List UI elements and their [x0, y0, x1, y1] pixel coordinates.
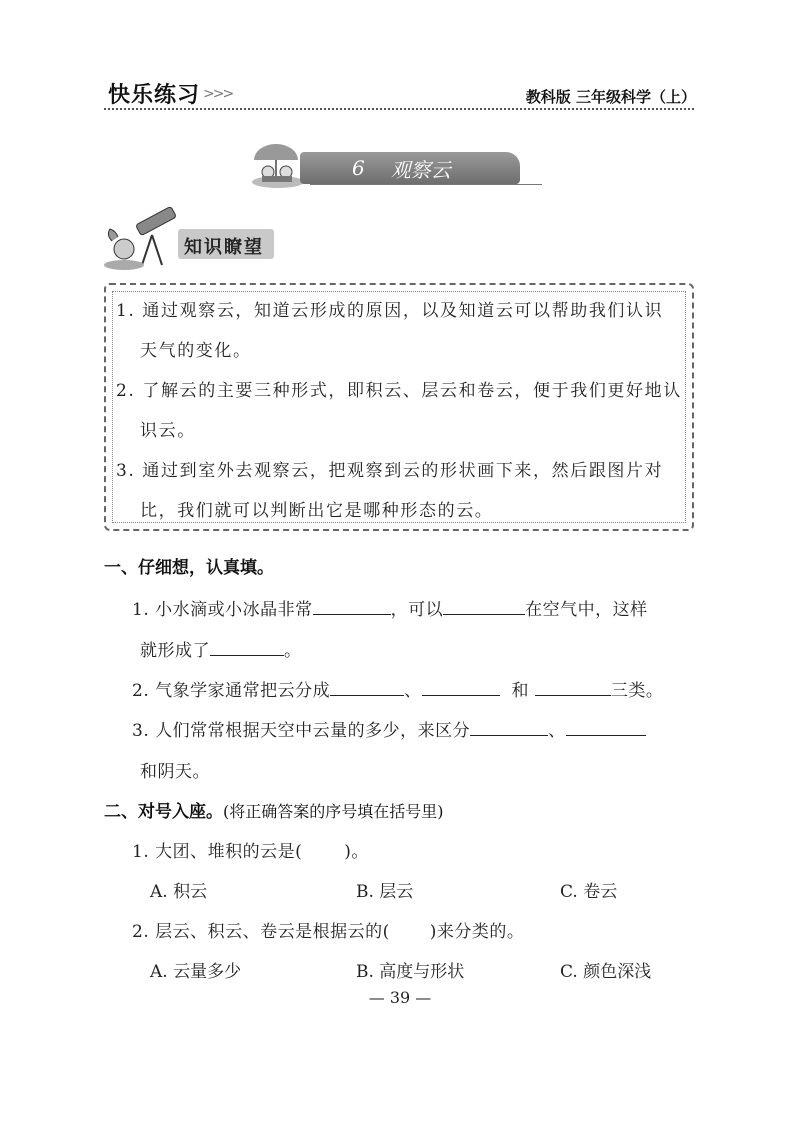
knowledge-title — [184, 233, 264, 259]
choice-1-option-a[interactable]: A. 积云 — [150, 882, 208, 902]
answer-blank[interactable] — [566, 717, 646, 736]
telescope-icon — [102, 205, 182, 271]
choice-2-option-c[interactable]: C. 颜色深浅 — [560, 962, 652, 982]
fill-question-1-cont: 就形成了 。 — [140, 636, 302, 661]
fill-question-1: 1. 小水滴或小冰晶非常 ，可以 在空气中，这样 — [132, 595, 648, 620]
lesson-banner — [300, 152, 520, 184]
choice-2-option-a[interactable]: A. 云量多少 — [150, 962, 242, 982]
lesson-title: 观察云 — [390, 157, 451, 182]
page-number: — 39 — — [368, 988, 432, 1007]
choice-1-option-c[interactable]: C. 卷云 — [560, 882, 618, 902]
answer-blank[interactable] — [443, 596, 525, 615]
answer-blank[interactable] — [330, 677, 404, 696]
choice-1-option-b[interactable]: B. 层云 — [356, 882, 414, 902]
knowledge-item-1-line2: 天气的变化。 — [140, 341, 252, 361]
fill-question-3-cont: 和阴天。 — [140, 762, 210, 782]
knowledge-item-3-line1: 3. 通过到室外去观察云，把观察到云的形状画下来，然后跟图片对 — [116, 461, 664, 481]
fill-question-3: 3. 人们常常根据天空中云量的多少，来区分 、 — [132, 716, 646, 741]
answer-blank[interactable] — [422, 677, 500, 696]
section1-title: 一、仔细想，认真填。 — [104, 558, 274, 578]
book-info: 教科版 三年级科学（上） — [525, 88, 696, 106]
fill-question-2: 2. 气象学家通常把云分成 、 和 三类。 — [132, 676, 663, 701]
answer-blank[interactable] — [470, 717, 548, 736]
knowledge-item-1-line1: 1. 通过观察云，知道云形成的原因，以及知道云可以帮助我们认识 — [116, 301, 664, 321]
lesson-number: 6 — [352, 156, 365, 180]
answer-blank[interactable] — [210, 637, 284, 656]
answer-blank[interactable] — [535, 677, 611, 696]
section2-title: 二、对号入座。(将正确答案的序号填在括号里) — [104, 802, 444, 822]
knowledge-item-3-line2: 比，我们就可以判断出它是哪种形态的云。 — [140, 501, 494, 521]
knowledge-item-2-line2: 识云。 — [140, 421, 196, 441]
answer-blank[interactable] — [313, 596, 391, 615]
choice-2-option-b[interactable]: B. 高度与形状 — [356, 962, 465, 982]
chevron-right-icon: >>> — [203, 86, 233, 102]
section2-note: (将正确答案的序号填在括号里) — [223, 802, 444, 821]
header-divider — [104, 108, 694, 110]
choice-question-2: 2. 层云、积云、卷云是根据云的( )来分类的。 — [132, 922, 525, 942]
banner-underline — [310, 184, 542, 185]
knowledge-item-2-line1: 2. 了解云的主要三种形式，即积云、层云和卷云，便于我们更好地认 — [116, 381, 682, 401]
choice-question-1: 1. 大团、堆积的云是( )。 — [132, 842, 369, 862]
knowledge-title-text: 知识瞭望 — [184, 237, 264, 258]
series-title: 快乐练习 — [108, 83, 201, 108]
